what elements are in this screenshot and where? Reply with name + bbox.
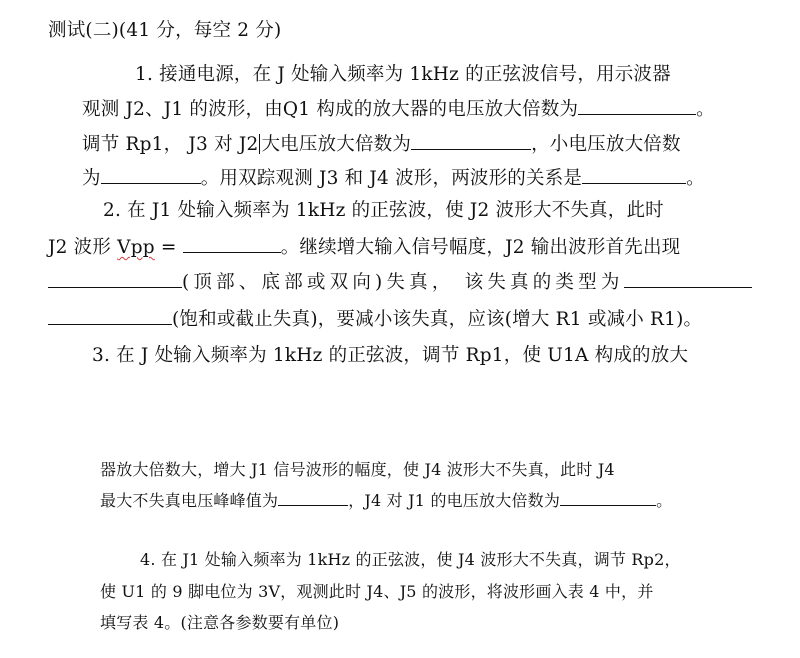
q1-line-3-text: 调节 Rp1， J3 对 J2 [82,134,259,155]
q3-line-1: 3. 在 J 处输入频率为 1kHz 的正弦波，调节 Rp1，使 U1A 构成的放大 [92,345,689,366]
q2-line-1: 2. 在 J1 处输入频率为 1kHz 的正弦波，使 J2 波形大不失真，此时 [103,200,664,221]
q1-line-4-end: 。 [686,168,705,189]
q2-equals: = [154,237,183,258]
q2-line-3 [48,268,752,296]
q3-line-2: 器放大倍数大，增大 J1 信号波形的幅度，使 J4 波形大不失真，此时 J4 [100,460,615,479]
test-title: 测试(二)(41 分，每空 2 分) [48,20,282,41]
q2-line-3-text: (顶部、底部或双向)失真， 该失真的类型为 [182,272,624,293]
q3-line-3-text: 最大不失真电压峰峰值为 [100,491,279,510]
q2-line-4 [48,305,702,333]
q1-blank-min-gain[interactable] [101,164,201,184]
q1-line-3-text-b: 大电压放大倍数为 [261,134,412,155]
q1-blank-relation[interactable] [582,164,686,184]
q1-line-2-end: 。 [696,99,715,120]
q2-line-2 [48,233,680,261]
q2-blank-distortion-type[interactable] [624,268,752,288]
q4-line-2: 使 U1 的 9 脚电位为 3V，观测此时 J4、J5 的波形，将波形画入表 4 中，并 [100,582,654,601]
q1-line-4 [82,164,705,192]
q3-blank-peak-to-peak[interactable] [278,488,348,506]
q1-blank-gain[interactable] [578,95,696,115]
q1-line-1: 1. 接通电源，在 J 处输入频率为 1kHz 的正弦波信号，用示波器 [135,64,671,85]
q2-blank-distortion-position[interactable] [48,268,182,288]
q3-line-3-text-b: ，J4 对 J1 的电压放大倍数为 [348,491,561,510]
q1-line-3-text-c: ，小电压放大倍数 [531,134,681,155]
q2-vpp-label: Vpp [117,237,155,258]
q1-line-2-text: 观测 J2、J1 的波形，由Q1 构成的放大器的电压放大倍数为 [82,99,579,120]
q2-line-2-text: J2 波形 [48,237,118,258]
q4-line-1: 4. 在 J1 处输入频率为 1kHz 的正弦波，使 J4 波形大不失真，调节 Rp2， [140,550,681,569]
q2-line-4-text: (饱和或截止失真)，要减小该失真，应该(增大 R1 或减小 R1)。 [172,309,703,330]
q3-line-3 [100,488,672,512]
q1-line-2 [82,95,715,123]
q1-line-4-text: 为 [82,168,101,189]
q1-line-4-text-b: 。用双踪观测 J3 和 J4 波形，两波形的关系是 [200,168,583,189]
q2-blank-vpp[interactable] [183,233,281,253]
q1-blank-max-gain[interactable] [411,130,531,150]
q4-line-3: 填写表 4。(注意各参数要有单位) [100,613,340,632]
q3-blank-j4-gain[interactable] [560,488,656,506]
q3-line-3-end: 。 [656,491,673,510]
q1-line-3 [82,130,681,158]
q2-blank-saturation-cutoff[interactable] [48,305,172,325]
q2-line-2-text-b: 。继续增大输入信号幅度，J2 输出波形首先出现 [280,237,681,258]
